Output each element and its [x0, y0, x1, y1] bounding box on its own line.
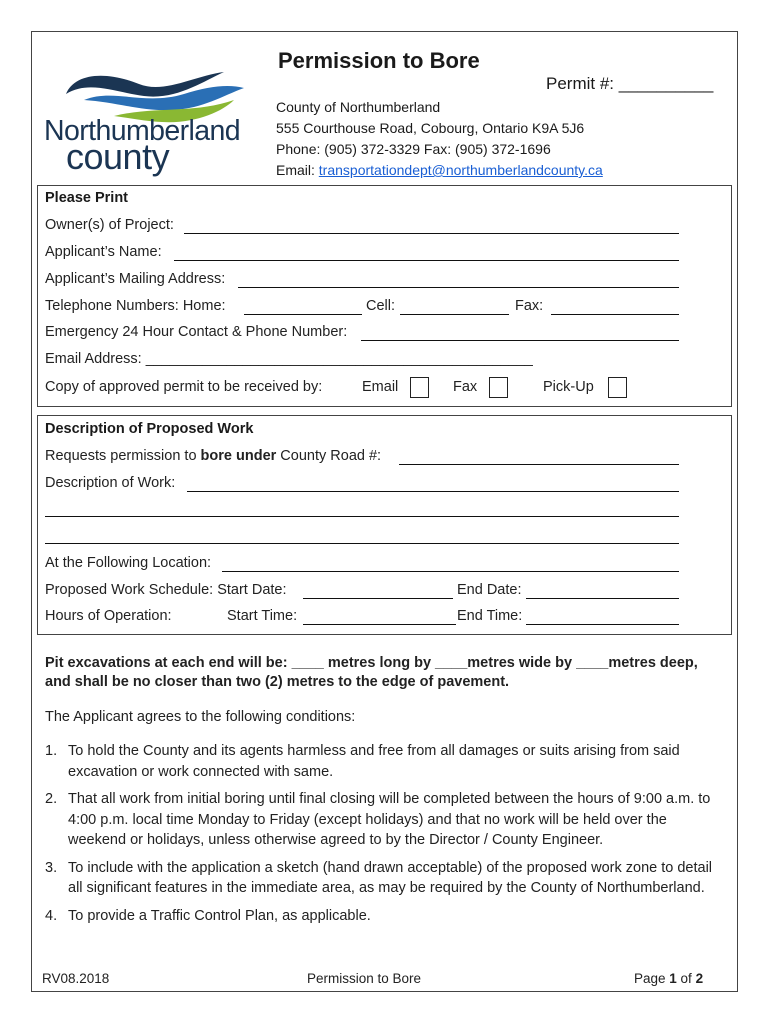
- county-road-field[interactable]: [399, 464, 679, 465]
- email-label: Email:: [276, 162, 319, 178]
- hours-label: Hours of Operation:: [45, 608, 172, 624]
- option-fax-checkbox[interactable]: [489, 377, 508, 398]
- description-field-line2[interactable]: [45, 516, 679, 517]
- logo-text-northumberland: Northumberland: [44, 115, 240, 147]
- email-address-field[interactable]: Email Address: ________________________________________________: [45, 351, 533, 367]
- telephone-fax-label: Fax:: [515, 298, 544, 314]
- agreement-intro: The Applicant agrees to the following conditions:: [45, 709, 356, 725]
- telephone-cell-field[interactable]: [400, 314, 509, 315]
- applicant-heading: Please Print: [45, 190, 129, 206]
- condition-item: 2. That all work from initial boring until final closing will be completed between the hours of 9:00 a.m. to 4:00 p.m. local time Monday to Friday (except holidays) and that no work will be held over the weekend or holidays, unless otherwise agreed to by the Director / County Engineer.: [45, 791, 711, 848]
- mailing-address-label: Applicant’s Mailing Address:: [45, 271, 226, 287]
- owners-label: Owner(s) of Project:: [45, 217, 174, 233]
- description-field-line3[interactable]: [45, 543, 679, 544]
- start-date-field[interactable]: [303, 598, 453, 599]
- option-email-label: Email: [362, 379, 399, 395]
- location-field[interactable]: [222, 571, 679, 572]
- option-pickup-label: Pick-Up: [543, 379, 594, 395]
- end-date-label: End Date:: [457, 582, 522, 598]
- footer-page-number: Page 1 of 2: [634, 971, 704, 986]
- email-link[interactable]: transportationdept@northumberlandcounty.ca: [318, 162, 603, 178]
- telephone-fax-field[interactable]: [551, 314, 679, 315]
- description-label: Description of Work:: [45, 475, 176, 491]
- footer-doc-title: Permission to Bore: [307, 971, 422, 986]
- county-logo: [44, 66, 264, 178]
- option-fax-label: Fax: [453, 379, 478, 395]
- telephone-home-field[interactable]: [244, 314, 362, 315]
- start-time-label: Start Time:: [227, 608, 298, 624]
- emergency-contact-label: Emergency 24 Hour Contact & Phone Number:: [45, 324, 348, 340]
- page-title: Permission to Bore: [278, 48, 480, 73]
- condition-item: 1. To hold the County and its agents harmless and free from all damages or suits arising from said excavation or work connected with same.: [45, 743, 680, 780]
- address-line: 555 Courthouse Road, Cobourg, Ontario K9A 5J6: [276, 120, 585, 136]
- condition-item: 3. To include with the application a sketch (hand drawn acceptable) of the proposed work zone to detail all significant features in the immediate area, as may be required by the County of Northumberland.: [45, 859, 713, 896]
- address-line: Phone: (905) 372-3329 Fax: (905) 372-1696: [276, 141, 551, 157]
- logo-text-county: county: [66, 136, 170, 177]
- schedule-start-label: Proposed Work Schedule: Start Date:: [45, 582, 287, 598]
- address-line: County of Northumberland: [276, 99, 441, 115]
- email-line: [276, 160, 603, 181]
- applicant-name-label: Applicant’s Name:: [45, 244, 162, 260]
- conditions-list: [45, 741, 725, 933]
- owners-field[interactable]: [184, 233, 679, 234]
- end-date-field[interactable]: [526, 598, 679, 599]
- road-request-label: Requests permission to bore under County Road #:: [45, 448, 382, 464]
- telephone-cell-label: Cell:: [366, 298, 396, 314]
- pit-line-2: and shall be no closer than two (2) metres to the edge of pavement.: [45, 674, 510, 690]
- pit-excavation-text: [45, 654, 725, 692]
- county-address: [276, 97, 603, 181]
- location-label: At the Following Location:: [45, 555, 212, 571]
- end-time-label: End Time:: [457, 608, 523, 624]
- option-email-checkbox[interactable]: [410, 377, 429, 398]
- description-field[interactable]: [187, 491, 679, 492]
- telephone-home-label: Telephone Numbers: Home:: [45, 298, 226, 314]
- work-heading: Description of Proposed Work: [45, 421, 254, 437]
- footer-revision: RV08.2018: [42, 971, 110, 986]
- start-time-field[interactable]: [303, 624, 456, 625]
- emergency-contact-field[interactable]: [361, 340, 679, 341]
- permit-number-label: Permit #: __________: [546, 74, 714, 93]
- mailing-address-field[interactable]: [238, 287, 679, 288]
- pit-line-1: Pit excavations at each end will be: ____ metres long by ____metres wide by ____metres deep,: [45, 655, 698, 671]
- condition-item: 4. To provide a Traffic Control Plan, as applicable.: [45, 907, 371, 924]
- applicant-name-field[interactable]: [174, 260, 679, 261]
- copy-permit-label: Copy of approved permit to be received by:: [45, 379, 323, 395]
- end-time-field[interactable]: [526, 624, 679, 625]
- option-pickup-checkbox[interactable]: [608, 377, 627, 398]
